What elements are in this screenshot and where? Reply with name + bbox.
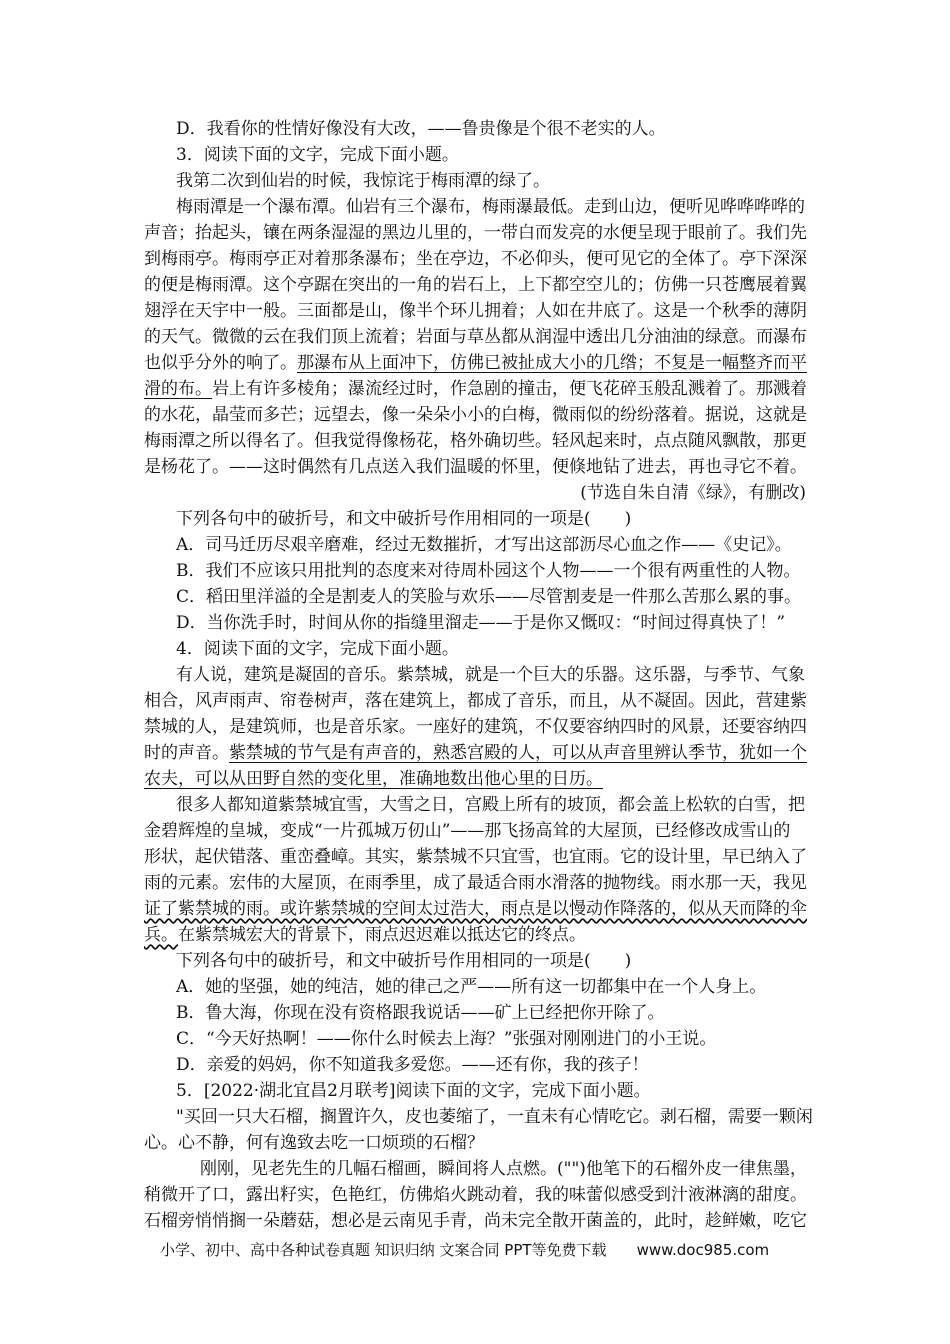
- wavy-underlined-sentence: 兵。: [144, 925, 178, 945]
- option-a: A．她的坚强，她的纯洁，她的律己之严——所有这一切都集中在一个人身上。: [176, 977, 767, 997]
- text-line: 有人说，建筑是凝固的音乐。紫禁城，就是一个巨大的乐器。这乐器，与季节、气象: [176, 665, 805, 685]
- option-c: C．“今天好热啊！——你什么时候去上海？”张强对刚刚进门的小王说。: [176, 1029, 717, 1049]
- text-line: 心。心不静，何有逸致去吃一口烦琐的石榴？: [144, 1133, 484, 1153]
- text-line: 石榴旁悄悄搁一朵蘑菇，想必是云南见手青，尚未完全散开菌盖的，此时，趁鲜嫩，吃它: [144, 1211, 807, 1231]
- text-line: 很多人都知道紫禁城宜雪，大雪之日，宫殿上所有的坡顶，都会盖上松软的白雪，把: [176, 795, 805, 815]
- text-line: [144, 350, 950, 376]
- wavy-underlined-sentence: 证了紫禁城的雨。或许紫禁城的空间太过浩大，雨点是以慢动作降落的，似从天而降的伞: [144, 899, 807, 919]
- option-d: D．亲爱的妈妈，你不知道我多爱您。——还有你，我的孩子！: [176, 1055, 649, 1075]
- text-line: 刚刚，见老先生的几幅石榴画，瞬间将人点燃。("")他笔下的石榴外皮一律焦墨，: [200, 1159, 807, 1179]
- text-line: [144, 376, 950, 402]
- page-footer: [160, 1238, 769, 1262]
- underlined-sentence: 农夫，可以从田野自然的变化里，准确地数出他心里的日历。: [144, 769, 603, 789]
- underlined-sentence: 那瀑布从上面冲下，仿佛已被扯成大小的几绺；不复是一幅整齐而平: [297, 353, 807, 373]
- footer-text: 小学、初中、高中各种试卷真题 知识归纳 文案合同 PPT等免费下载: [160, 1241, 607, 1259]
- option-d: D．当你洗手时，时间从你的指缝里溜走——于是你又慨叹：“时间过得真快了！”: [176, 613, 786, 633]
- text-line: 我第二次到仙岩的时候，我惊诧于梅雨潭的绿了。: [176, 171, 550, 191]
- text-line: 稍微开了口，露出籽实，色艳红，仿佛焰火跳动着，我的味蕾似感受到汁液淋漓的甜度。: [144, 1185, 807, 1205]
- text-line: 相合，风声雨声、帘卷树声，落在建筑上，都成了音乐，而且，从不凝固。因此，营建紫: [144, 691, 807, 711]
- text-line: 梅雨潭是一个瀑布潭。仙岩有三个瀑布，梅雨瀑最低。走到山边，便听见哗哗哗哗的: [176, 197, 805, 217]
- question-stem: 下列各句中的破折号，和文中破折号作用相同的一项是( ): [176, 509, 632, 529]
- option-a: A．司马迁历尽艰辛磨难，经过无数摧折，才写出这部沥尽心血之作——《史记》。: [176, 535, 792, 555]
- text-line: 的水花，晶莹而多芒；远望去，像一朵朵小小的白梅，微雨似的纷纷落着。据说，这就是: [144, 405, 807, 425]
- text-line: 禁城的人，是建筑师，也是音乐家。一座好的建筑，不仅要容纳四时的风景，还要容纳四: [144, 717, 807, 737]
- question-stem: 下列各句中的破折号，和文中破折号作用相同的一项是( ): [176, 951, 632, 971]
- underlined-sentence: 滑的布。: [144, 379, 212, 399]
- text-line: 金碧辉煌的皇城，变成“一片孤城万仞山”——那飞扬高耸的大屋顶，已经修改成雪山的: [144, 821, 791, 841]
- option-c: C．稻田里洋溢的全是割麦人的笑脸与欢乐——尽管割麦是一件那么苦那么累的事。: [176, 587, 802, 607]
- option-b: B．我们不应该只用批判的态度来对待周朴园这个人物——一个很有两重性的人物。: [176, 561, 801, 581]
- question-heading: 4．阅读下面的文字，完成下面小题。: [176, 639, 459, 659]
- text-line: 的天气。微微的云在我们顶上流着；岩面与草丛都从润湿中透出几分油油的绿意。而瀑布: [144, 327, 807, 347]
- text-line: 是杨花了。——这时偶然有几点送入我们温暖的怀里，便倏地钻了进去，再也寻它不着。: [144, 457, 807, 477]
- question-heading: 5．[2022·湖北宜昌2月联考]阅读下面的文字，完成下面小题。: [176, 1081, 651, 1101]
- text-line: [144, 766, 950, 792]
- text-line: 声音；抬起头，镶在两条湿湿的黑边儿里的，一带白而发亮的水便呈现于眼前了。我们先: [144, 223, 807, 243]
- text-line: 翅浮在天宇中一般。三面都是山，像半个环儿拥着；人如在井底了。这是一个秋季的薄阴: [144, 301, 807, 321]
- text-line: [144, 740, 950, 766]
- text-segment: 在紫禁城宏大的背景下，雨点迟迟难以抵达它的终点。: [178, 925, 586, 945]
- text-line: 梅雨潭之所以得名了。但我觉得像杨花，格外确切些。轻风起来时，点点随风飘散，那更: [144, 431, 807, 451]
- footer-url[interactable]: www.doc985.com: [636, 1241, 770, 1259]
- question-heading: 3．阅读下面的文字，完成下面小题。: [176, 145, 459, 165]
- text-line: [144, 896, 950, 922]
- text-line: "买回一只大石榴，搁置许久，皮也萎缩了，一直未有心情吃它。剥石榴，需要一颗闲: [176, 1107, 813, 1127]
- text-segment: 岩上有许多棱角；瀑流经过时，作急剧的撞击，便飞花碎玉般乱溅着了。那溅着: [212, 379, 807, 399]
- text-line: [144, 922, 950, 948]
- text-line: 形状，起伏错落、重峦叠嶂。其实，紫禁城不只宜雪，也宜雨。它的设计里，早已纳入了: [144, 847, 807, 867]
- text-line: 到梅雨亭。梅雨亭正对着那条瀑布；坐在亭边，不必仰头，便可见它的全体了。亭下深深: [144, 249, 807, 269]
- text-segment: 也似乎分外的响了。: [144, 353, 297, 373]
- option-b: B．鲁大海，你现在没有资格跟我说话——矿上已经把你开除了。: [176, 1003, 665, 1023]
- text-line: D．我看你的性情好像没有大改，——鲁贵像是个很不老实的人。: [176, 119, 666, 139]
- text-segment: 时的声音。: [144, 743, 229, 763]
- text-line: 的便是梅雨潭。这个亭踞在突出的一角的岩石上，上下都空空儿的；仿佛一只苍鹰展着翼: [144, 275, 807, 295]
- underlined-sentence: 紫禁城的节气是有声音的，熟悉宫殿的人，可以从声音里辨认季节，犹如一个: [229, 743, 807, 763]
- text-line: 雨的元素。宏伟的大屋顶，在雨季里，成了最适合雨水滑落的抛物线。雨水那一天，我见: [144, 873, 807, 893]
- source-note: (节选自朱自清《绿》，有删改): [580, 483, 806, 503]
